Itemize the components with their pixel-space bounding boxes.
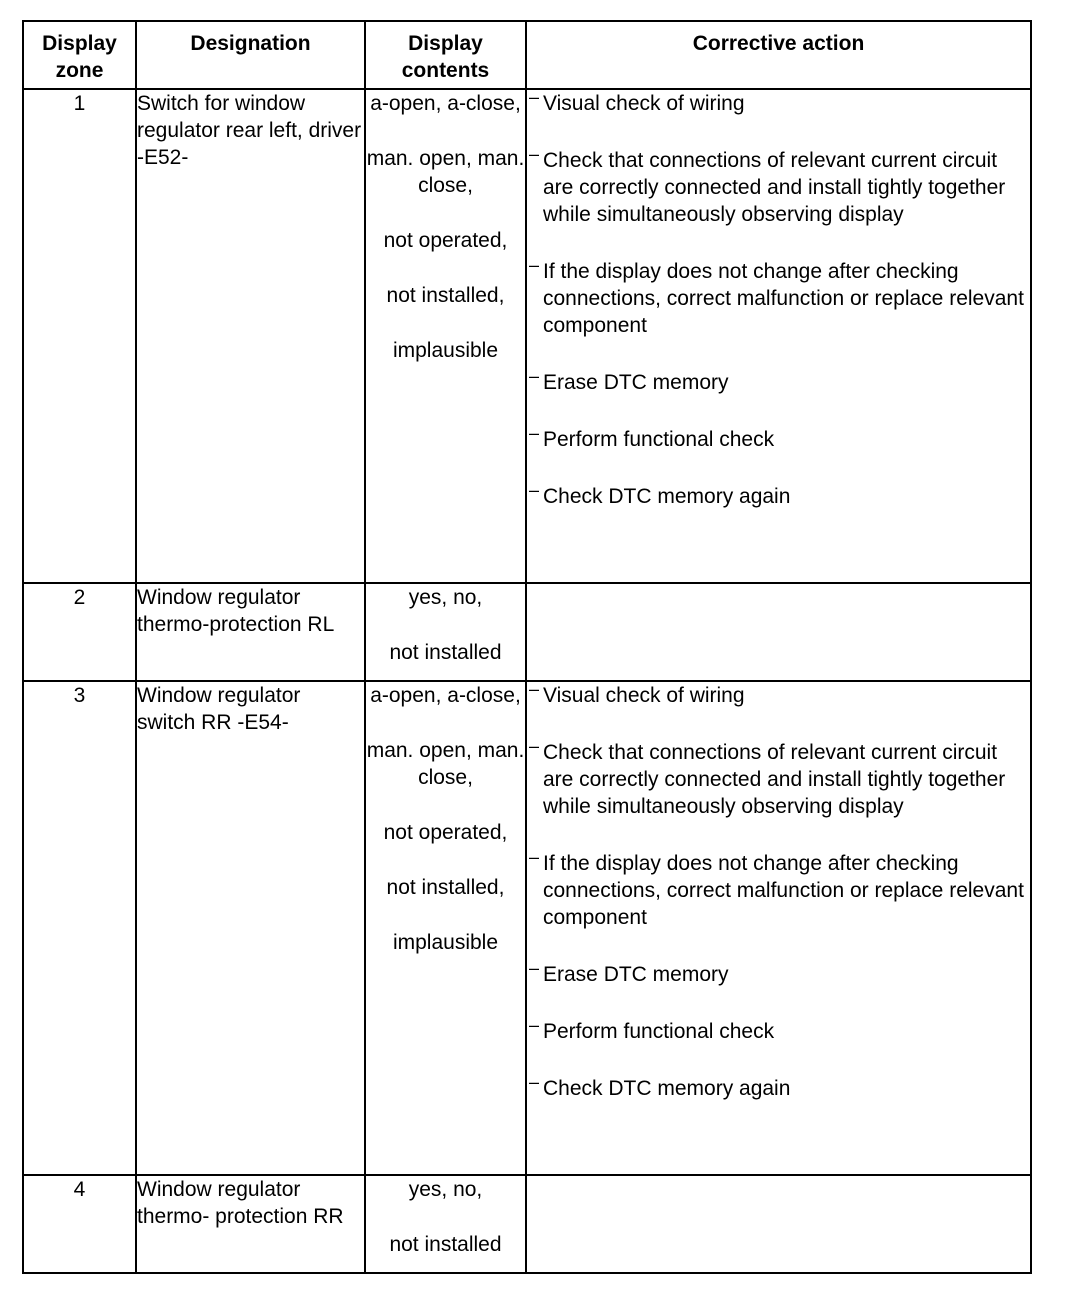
dash-bullet-icon: – — [529, 958, 540, 978]
display-zone-cell: 3 — [23, 681, 136, 1175]
display-content-value: not installed — [389, 641, 502, 664]
action-list — [527, 87, 1030, 510]
display-contents-cell — [365, 89, 526, 583]
action-list — [527, 679, 1030, 1102]
display-contents-cell — [365, 583, 526, 681]
action-item: – If the display does not change after checking connections, correct malfunction or replace relevant component — [527, 850, 1030, 931]
designation-cell: Window regulator thermo-protection RL — [136, 583, 365, 681]
table-row — [23, 1175, 1031, 1273]
header-designation: Designation — [136, 21, 365, 89]
action-item: – Check that connections of relevant current circuit are correctly connected and install tightly together while simultaneously observing display — [527, 739, 1030, 820]
dash-bullet-icon: – — [529, 480, 540, 500]
header-display-zone: Display zone — [23, 21, 136, 89]
action-item: – Perform functional check — [527, 1018, 1030, 1045]
dash-bullet-icon: – — [529, 1015, 540, 1035]
display-content-value: a-open, a-close, — [370, 684, 521, 707]
display-content-value: man. open, man. close, — [366, 739, 525, 789]
header-corrective-action: Corrective action — [526, 21, 1031, 89]
action-item: – Perform functional check — [527, 426, 1030, 453]
table-row — [23, 583, 1031, 681]
action-item: – Visual check of wiring — [527, 682, 1030, 709]
display-content-value: man. open, man. close, — [366, 147, 525, 197]
action-item: – If the display does not change after checking connections, correct malfunction or replace relevant component — [527, 258, 1030, 339]
display-content-value: implausible — [392, 339, 499, 362]
dash-bullet-icon: – — [529, 144, 540, 164]
display-content-value: not installed, — [386, 876, 505, 899]
corrective-action-cell — [526, 583, 1031, 681]
dash-bullet-icon: – — [529, 366, 540, 386]
display-zone-cell: 1 — [23, 89, 136, 583]
designation-cell: Window regulator thermo- protection RR — [136, 1175, 365, 1273]
dash-bullet-icon: – — [529, 1072, 540, 1092]
display-content-value: not installed — [389, 1233, 502, 1256]
dash-bullet-icon: – — [529, 423, 540, 443]
display-content-value: implausible — [392, 931, 499, 954]
table-row — [23, 89, 1031, 583]
action-item: – Check DTC memory again — [527, 483, 1030, 510]
display-zone-cell: 2 — [23, 583, 136, 681]
corrective-action-cell — [526, 681, 1031, 1175]
display-content-value: not installed, — [386, 284, 505, 307]
corrective-action-cell — [526, 1175, 1031, 1273]
dash-bullet-icon: – — [529, 255, 540, 275]
action-item: – Erase DTC memory — [527, 961, 1030, 988]
table-row — [23, 681, 1031, 1175]
display-zone-cell: 4 — [23, 1175, 136, 1273]
corrective-action-cell — [526, 89, 1031, 583]
action-item: – Check DTC memory again — [527, 1075, 1030, 1102]
display-content-value: yes, no, — [408, 586, 483, 609]
display-contents-cell — [365, 1175, 526, 1273]
dash-bullet-icon: – — [529, 847, 540, 867]
display-content-value: yes, no, — [408, 1178, 483, 1201]
table-header — [23, 21, 1031, 89]
display-content-value: not operated, — [383, 821, 508, 844]
dash-bullet-icon: – — [529, 87, 540, 107]
display-content-value: not operated, — [383, 229, 508, 252]
display-content-value: a-open, a-close, — [370, 92, 521, 115]
dash-bullet-icon: – — [529, 679, 540, 699]
display-contents-cell — [365, 681, 526, 1175]
designation-cell: Switch for window regulator rear left, driver -E52- — [136, 89, 365, 583]
dash-bullet-icon: – — [529, 736, 540, 756]
action-item: – Check that connections of relevant current circuit are correctly connected and install tightly together while simultaneously observing display — [527, 147, 1030, 228]
header-display-contents: Display contents — [365, 21, 526, 89]
diagnostic-table — [22, 20, 1032, 1274]
action-item: – Erase DTC memory — [527, 369, 1030, 396]
designation-cell: Window regulator switch RR -E54- — [136, 681, 365, 1175]
action-item: – Visual check of wiring — [527, 90, 1030, 117]
